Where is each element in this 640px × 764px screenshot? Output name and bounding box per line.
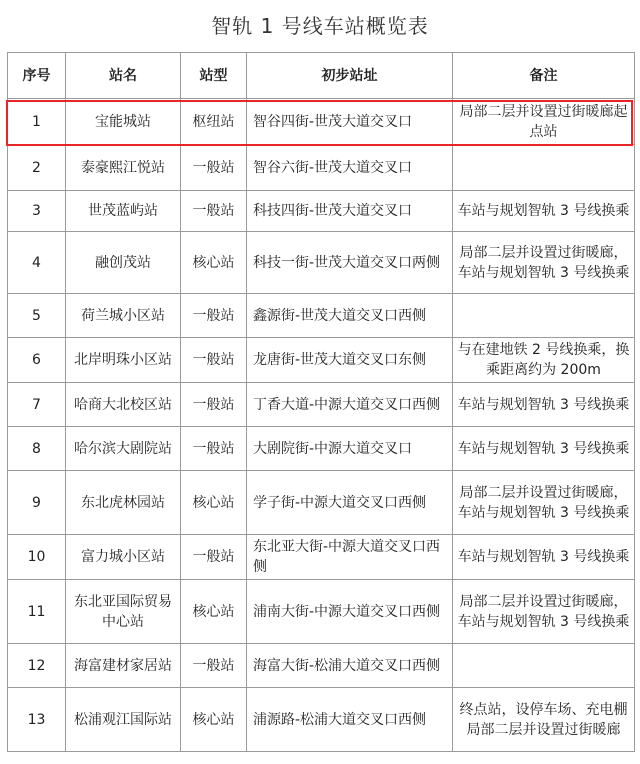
cell-address: 海富大街-松浦大道交叉口西侧 — [247, 644, 453, 688]
cell-station-type: 一般站 — [181, 294, 247, 338]
cell-address: 科技四街-世茂大道交叉口 — [247, 191, 453, 232]
cell-station-name: 荷兰城小区站 — [66, 294, 181, 338]
cell-station-type: 核心站 — [181, 688, 247, 752]
cell-address: 智谷六街-世茂大道交叉口 — [247, 145, 453, 191]
table-header-row — [8, 53, 635, 99]
table-row — [8, 383, 635, 427]
table-row — [8, 535, 635, 580]
cell-no: 1 — [8, 99, 66, 145]
cell-no: 7 — [8, 383, 66, 427]
cell-station-name: 富力城小区站 — [66, 535, 181, 580]
cell-station-name: 宝能城站 — [66, 99, 181, 145]
table-row — [8, 471, 635, 535]
header-note: 备注 — [453, 53, 635, 99]
cell-no: 8 — [8, 427, 66, 471]
cell-station-type: 一般站 — [181, 535, 247, 580]
cell-no: 10 — [8, 535, 66, 580]
cell-station-type: 一般站 — [181, 427, 247, 471]
table-row — [8, 232, 635, 294]
station-overview-table — [7, 52, 635, 752]
cell-address: 学子街-中源大道交叉口西侧 — [247, 471, 453, 535]
cell-station-name: 东北亚国际贸易中心站 — [66, 580, 181, 644]
table-row — [8, 99, 635, 145]
cell-station-type: 一般站 — [181, 191, 247, 232]
cell-note: 局部二层并设置过街暖廊， 车站与规划智轨 3 号线换乘 — [453, 232, 635, 294]
table-row — [8, 145, 635, 191]
cell-station-name: 哈商大北校区站 — [66, 383, 181, 427]
cell-station-type: 一般站 — [181, 145, 247, 191]
cell-no: 13 — [8, 688, 66, 752]
table-row — [8, 294, 635, 338]
cell-station-type: 核心站 — [181, 471, 247, 535]
cell-address: 鑫源街-世茂大道交叉口西侧 — [247, 294, 453, 338]
cell-no: 6 — [8, 338, 66, 383]
cell-address: 龙唐街-世茂大道交叉口东侧 — [247, 338, 453, 383]
header-address: 初步站址 — [247, 53, 453, 99]
table-row — [8, 644, 635, 688]
cell-note: 局部二层并设置过街暖廊， 车站与规划智轨 3 号线换乘 — [453, 580, 635, 644]
cell-station-type: 核心站 — [181, 232, 247, 294]
cell-station-name: 泰豪熙江悦站 — [66, 145, 181, 191]
header-no: 序号 — [8, 53, 66, 99]
cell-note: 与在建地铁 2 号线换乘，换乘距离约为 200m — [453, 338, 635, 383]
cell-note — [453, 145, 635, 191]
cell-note — [453, 294, 635, 338]
cell-station-name: 东北虎林园站 — [66, 471, 181, 535]
cell-no: 11 — [8, 580, 66, 644]
cell-no: 3 — [8, 191, 66, 232]
cell-address: 浦源路-松浦大道交叉口西侧 — [247, 688, 453, 752]
cell-address: 浦南大街-中源大道交叉口西侧 — [247, 580, 453, 644]
header-name: 站名 — [66, 53, 181, 99]
cell-note: 车站与规划智轨 3 号线换乘 — [453, 191, 635, 232]
cell-address: 智谷四街-世茂大道交叉口 — [247, 99, 453, 145]
cell-station-type: 一般站 — [181, 338, 247, 383]
cell-note: 车站与规划智轨 3 号线换乘 — [453, 535, 635, 580]
table-row — [8, 427, 635, 471]
cell-address: 丁香大道-中源大道交叉口西侧 — [247, 383, 453, 427]
cell-note: 局部二层并设置过街暖廊起点站 — [453, 99, 635, 145]
cell-station-name: 世茂蓝屿站 — [66, 191, 181, 232]
cell-station-type: 一般站 — [181, 644, 247, 688]
table-row — [8, 688, 635, 752]
cell-no: 2 — [8, 145, 66, 191]
cell-note: 局部二层并设置过街暖廊， 车站与规划智轨 3 号线换乘 — [453, 471, 635, 535]
cell-station-name: 海富建材家居站 — [66, 644, 181, 688]
cell-station-type: 一般站 — [181, 383, 247, 427]
cell-address: 科技一街-世茂大道交叉口两侧 — [247, 232, 453, 294]
cell-address: 大剧院街-中源大道交叉口 — [247, 427, 453, 471]
cell-station-name: 融创茂站 — [66, 232, 181, 294]
cell-note — [453, 644, 635, 688]
cell-station-type: 枢纽站 — [181, 99, 247, 145]
cell-station-name: 哈尔滨大剧院站 — [66, 427, 181, 471]
cell-address: 东北亚大街-中源大道交叉口西侧 — [247, 535, 453, 580]
cell-station-name: 北岸明珠小区站 — [66, 338, 181, 383]
cell-no: 12 — [8, 644, 66, 688]
cell-note: 车站与规划智轨 3 号线换乘 — [453, 427, 635, 471]
cell-no: 4 — [8, 232, 66, 294]
table-row — [8, 338, 635, 383]
cell-note: 终点站，设停车场、充电棚 局部二层并设置过街暖廊 — [453, 688, 635, 752]
table-title: 智轨 1 号线车站概览表 — [211, 14, 429, 38]
cell-no: 5 — [8, 294, 66, 338]
header-type: 站型 — [181, 53, 247, 99]
cell-station-name: 松浦观江国际站 — [66, 688, 181, 752]
cell-no: 9 — [8, 471, 66, 535]
table-row — [8, 580, 635, 644]
cell-note: 车站与规划智轨 3 号线换乘 — [453, 383, 635, 427]
table-row — [8, 191, 635, 232]
cell-station-type: 核心站 — [181, 580, 247, 644]
